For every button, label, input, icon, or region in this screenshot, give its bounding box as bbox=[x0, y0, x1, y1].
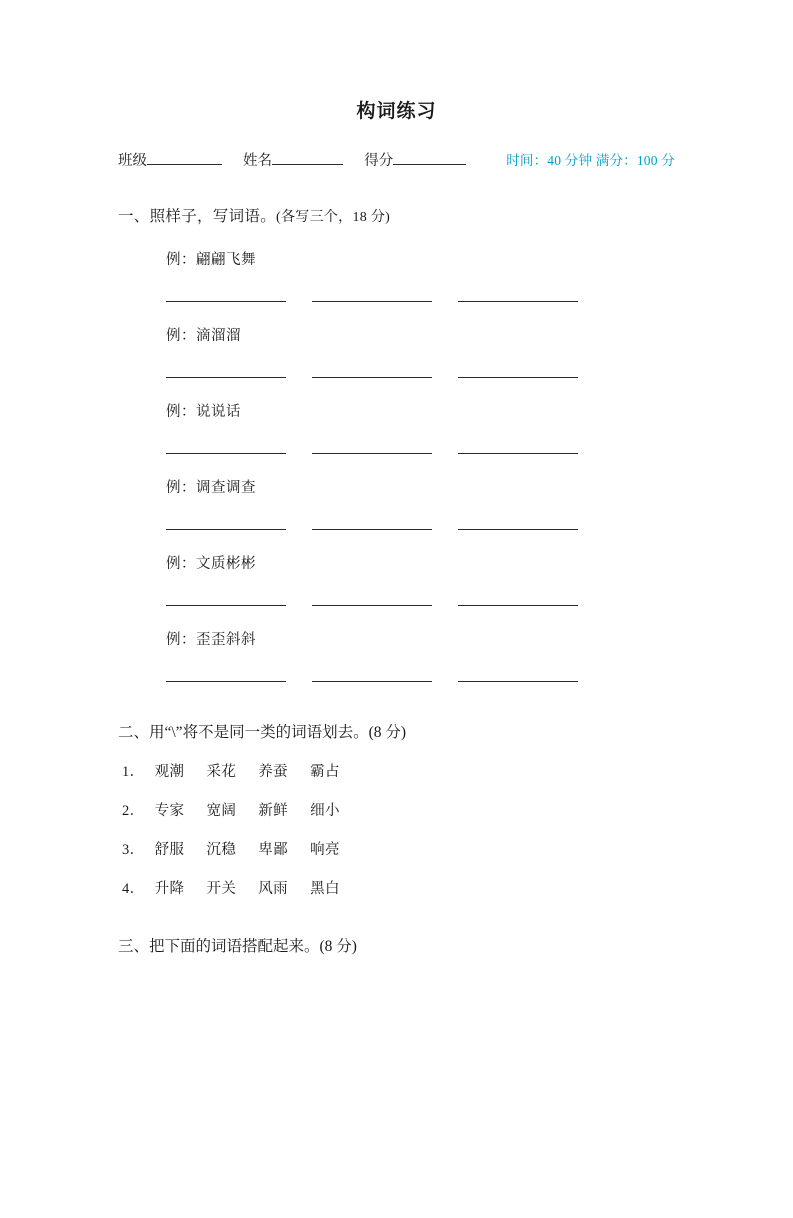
example-label: 例：滴溜溜 bbox=[166, 328, 241, 344]
item-number: 2． bbox=[122, 803, 145, 819]
item-number: 1． bbox=[122, 764, 145, 780]
section-1-hint: (各写三个，18 分) bbox=[276, 210, 391, 225]
answer-blank[interactable] bbox=[458, 287, 578, 302]
answer-blank[interactable] bbox=[312, 287, 432, 302]
word-option[interactable]: 细小 bbox=[310, 803, 340, 819]
example-label: 例：调查调查 bbox=[166, 480, 256, 496]
student-info-row bbox=[118, 149, 675, 170]
answer-blank[interactable] bbox=[458, 515, 578, 530]
section-3-heading bbox=[118, 934, 675, 956]
example-label: 例：说说话 bbox=[166, 404, 241, 420]
example-label: 例：翩翩飞舞 bbox=[166, 252, 256, 268]
answer-blank[interactable] bbox=[458, 591, 578, 606]
word-option[interactable]: 沉稳 bbox=[206, 842, 237, 858]
section-1-heading bbox=[118, 204, 675, 226]
answer-blank[interactable] bbox=[312, 363, 432, 378]
item-number: 4． bbox=[122, 881, 145, 897]
word-option[interactable]: 新鲜 bbox=[258, 803, 289, 819]
answer-blank[interactable] bbox=[166, 591, 286, 606]
answer-blank[interactable] bbox=[458, 439, 578, 454]
item-number: 3． bbox=[122, 842, 145, 858]
word-option[interactable]: 霸占 bbox=[310, 764, 340, 780]
word-option[interactable]: 养蚕 bbox=[258, 764, 289, 780]
section-2-title: 二、用“\”将不是同一类的词语划去。 bbox=[118, 724, 369, 741]
section-2-heading bbox=[118, 720, 675, 742]
class-label: 班级 bbox=[118, 153, 147, 169]
word-option[interactable]: 专家 bbox=[154, 803, 185, 819]
answer-blank[interactable] bbox=[312, 439, 432, 454]
answer-blank[interactable] bbox=[166, 287, 286, 302]
score-label: 得分 bbox=[364, 153, 394, 169]
page-title: 构词练习 bbox=[356, 101, 437, 122]
answer-blank[interactable] bbox=[312, 591, 432, 606]
section-3-title: 三、把下面的词语搭配起来。 bbox=[118, 938, 320, 955]
answer-blank[interactable] bbox=[312, 667, 432, 682]
list-item bbox=[122, 799, 675, 820]
answer-blank[interactable] bbox=[458, 363, 578, 378]
section-1-title: 一、照样子，写词语。 bbox=[118, 208, 277, 225]
time-score-note: 时间：40 分钟 满分：100 分 bbox=[506, 153, 675, 168]
answer-blank[interactable] bbox=[312, 515, 432, 530]
section-2-hint: (8 分) bbox=[368, 724, 407, 741]
word-option[interactable]: 观潮 bbox=[154, 764, 185, 780]
example-label: 例：文质彬彬 bbox=[166, 556, 256, 572]
answer-blank[interactable] bbox=[166, 667, 286, 682]
word-option[interactable]: 开关 bbox=[206, 881, 237, 897]
word-option[interactable]: 采花 bbox=[206, 764, 237, 780]
answer-line bbox=[166, 667, 675, 682]
answer-line bbox=[166, 515, 675, 530]
answer-blank[interactable] bbox=[166, 363, 286, 378]
section-3-hint: (8 分) bbox=[319, 938, 357, 955]
word-option[interactable]: 升降 bbox=[154, 881, 185, 897]
word-option[interactable]: 卑鄙 bbox=[258, 842, 289, 858]
answer-blank[interactable] bbox=[166, 439, 286, 454]
answer-blank[interactable] bbox=[166, 515, 286, 530]
word-option[interactable]: 宽阔 bbox=[206, 803, 237, 819]
list-item bbox=[122, 877, 675, 898]
answer-blank[interactable] bbox=[458, 667, 578, 682]
score-blank[interactable] bbox=[393, 151, 466, 165]
word-option[interactable]: 舒服 bbox=[154, 842, 185, 858]
name-blank[interactable] bbox=[272, 151, 343, 165]
word-option[interactable]: 风雨 bbox=[258, 881, 289, 897]
word-option[interactable]: 响亮 bbox=[310, 842, 340, 858]
example-label: 例：歪歪斜斜 bbox=[166, 632, 256, 648]
answer-line bbox=[166, 287, 675, 302]
list-item bbox=[122, 838, 675, 859]
list-item bbox=[122, 760, 675, 781]
name-label: 姓名 bbox=[243, 153, 273, 169]
class-blank[interactable] bbox=[147, 151, 222, 165]
answer-line bbox=[166, 439, 675, 454]
answer-line bbox=[166, 363, 675, 378]
worksheet-page bbox=[0, 96, 793, 1218]
answer-line bbox=[166, 591, 675, 606]
word-option[interactable]: 黑白 bbox=[310, 881, 340, 897]
